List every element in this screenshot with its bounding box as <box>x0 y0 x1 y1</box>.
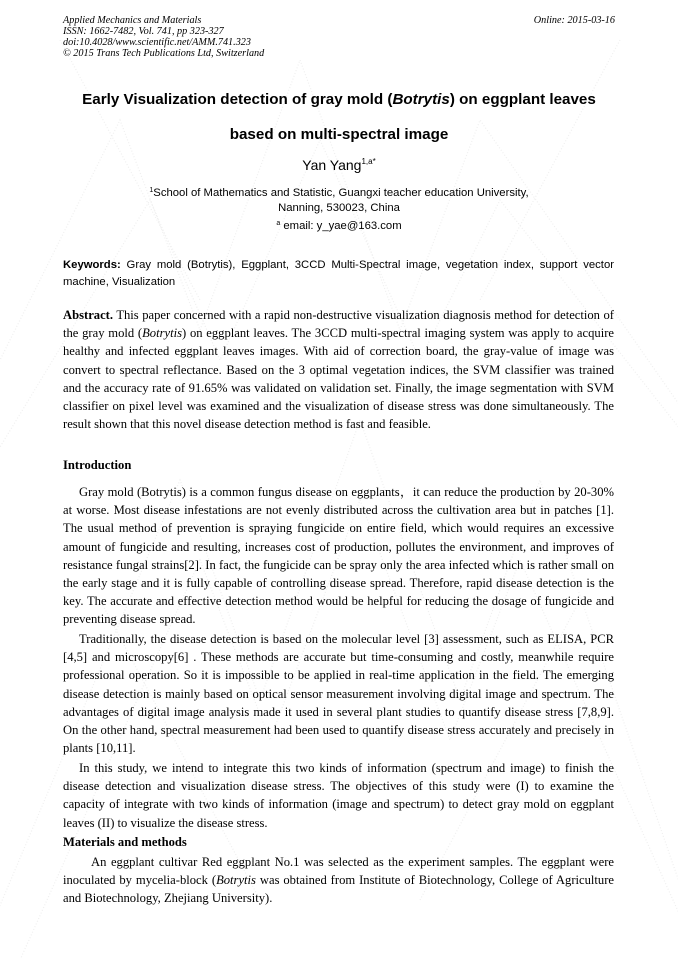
title-text: ) on eggplant leaves <box>449 91 596 108</box>
title-text: Early Visualization detection of gray mold ( <box>82 91 393 108</box>
title-italic-genus: Botrytis <box>392 91 450 108</box>
paragraph-text: An eggplant cultivar Red eggplant No.1 was selected as the experiment samples. The eggplant were inoculated by mycelia-block ( <box>63 855 614 888</box>
author-name: Yan Yang <box>302 157 362 173</box>
author-superscript: 1,a* <box>361 157 376 166</box>
abstract-text: ) on eggplant leaves. The 3CCD multi-spectral imaging system was apply to acquire healthy and infected eggplant leaves images. With aid of correction board, the gray-value of image was convert to spectral reflectance. Based on the 3 optimal vegetation indices, the SVM classifier was trained and the accuracy rate of 91.65% was validated on validation set. Finally, the image segmentation with SVM classifier on pixel level was examined and the visualization of disease stress was done simultaneously. The result shown that this novel disease detection method is fast and feasible. <box>63 326 614 432</box>
paper-title-line-2: based on multi-spectral image <box>229 126 449 143</box>
keywords-text: Gray mold (Botrytis), Eggplant, 3CCD Multi-Spectral image, vegetation index, support vector machine, Visualization <box>63 259 614 288</box>
keywords-label: Keywords: <box>63 259 121 271</box>
abstract-label: Abstract. <box>63 308 114 322</box>
email-marker: a <box>276 220 281 227</box>
copyright-line: © 2015 Trans Tech Publications Ltd, Switzerland <box>63 48 265 59</box>
paragraph-text: In this study, we intend to integrate this two kinds of information (spectrum and image) to finish the disease detection and visualization disease stress. The objectives of this study were (I) to examine the capacity of integrate with two kinds of information (image and spectrum) to detect gray mold on eggplant leaves (II) to visualize the disease stress. <box>63 761 614 830</box>
section-heading-materials-methods: Materials and methods <box>63 835 187 849</box>
journal-name: Applied Mechanics and Materials <box>63 15 202 26</box>
author-email <box>0 220 678 232</box>
affiliation-line-2: Nanning, 530023, China <box>278 202 400 214</box>
paragraph-italic-genus: Botrytis <box>216 873 256 888</box>
abstract <box>63 306 614 433</box>
paragraph-text: Gray mold (Botrytis) is a common fungus disease on eggplants，it can reduce the production by 20-30% at worse. Most disease infestations are not evenly distributed across the cultivation area but in patches [1]. The usual method of prevention is spraying fungicide on entire field, which would requires an excessive amount of fungicide and resulting, increases cost of production, pollutes the environment, and improves of resistance fungal strains[2]. In fact, the fungicide can be spray only the area infected which is rather small on the early stage and it is fully capable of controlling disease spread. Therefore, rapid disease detection is the key. The accurate and effective detection method would be helpful for reducing the dosage of fungicide and preventing disease spread. <box>63 485 614 627</box>
affiliation <box>60 183 618 216</box>
keywords <box>63 257 614 291</box>
issn-line: ISSN: 1662-7482, Vol. 741, pp 323-327 <box>63 26 224 37</box>
abstract-text: This paper concerned with a rapid non-destructive visualization diagnosis method for detection of the gray mold ( <box>63 308 614 341</box>
abstract-italic-genus: Botrytis <box>142 326 182 341</box>
online-date: Online: 2015-03-16 <box>533 15 615 26</box>
paper-title-line-1 <box>40 91 638 108</box>
author <box>0 157 678 173</box>
materials-methods-paragraph-1 <box>63 853 614 908</box>
introduction-paragraph-1 <box>63 483 614 629</box>
paragraph-text: was obtained from Institute of Biotechnology, College of Agriculture and Biotechnology, Zhejiang University). <box>63 873 614 906</box>
affiliation-marker: 1 <box>149 187 154 194</box>
journal-header <box>63 15 264 59</box>
doi-line: doi:10.4028/www.scientific.net/AMM.741.323 <box>63 37 251 48</box>
introduction-paragraph-3 <box>63 759 614 832</box>
section-heading-introduction: Introduction <box>63 458 132 472</box>
introduction-paragraph-2 <box>63 630 614 757</box>
affiliation-line-1: School of Mathematics and Statistic, Guangxi teacher education University, <box>153 187 529 199</box>
paragraph-text: Traditionally, the disease detection is based on the molecular level [3] assessment, such as ELISA, PCR [4,5] and microscopy[6] . These methods are accurate but time-consuming and costly, meanwhile require professional operation. So it is impossible to be applied in real-time application in the field. The emerging disease detection is mainly based on optical sensor measurement involving digital image and spectrum. The advantages of digital image analysis made it used in several plant studies to quantify disease stress [7,8,9]. On the other hand, spectral measurement had been used to quantify disease stress accurately and precisely in plants [10,11]. <box>63 632 614 756</box>
email-text: email: y_yae@163.com <box>280 220 402 232</box>
